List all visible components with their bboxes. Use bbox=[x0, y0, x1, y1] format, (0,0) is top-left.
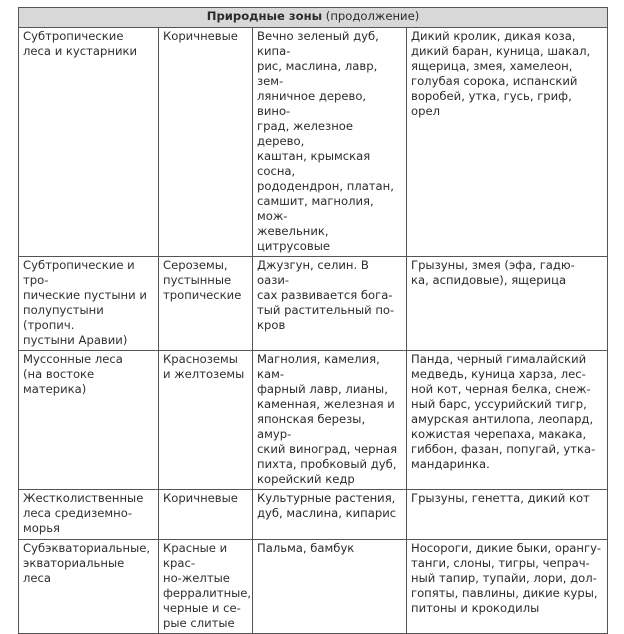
plants-text: Магнолия, камелия, кам- фарный лавр, лианы, каменная, железная и японская березы, амур- ский виноград, черная пихта, пробковый дуб, корейский кедр bbox=[257, 352, 398, 486]
soil-text: Сероземы, пустынные тропические bbox=[163, 258, 242, 302]
plants-cell bbox=[253, 351, 407, 490]
plants-text: Вечно зеленый дуб, кипа- рис, маслина, лавр, зем- ляничное дерево, вино- град, железное дерево, каштан, крымская сосна, рододендрон, платан, самшит, магнолия, мож- жевельник, цитрусовые bbox=[257, 29, 394, 253]
animals-text: Дикий кролик, дикая коза, дикий баран, куница, шакал, ящерица, змея, хамелеон, голубая сорока, испанский воробей, утка, гусь, гриф, орел bbox=[411, 29, 591, 118]
animals-cell bbox=[407, 28, 608, 257]
animals-cell bbox=[407, 351, 608, 490]
soil-cell bbox=[159, 490, 253, 540]
table-row bbox=[19, 351, 608, 490]
table-row bbox=[19, 490, 608, 540]
soil-cell bbox=[159, 28, 253, 257]
soil-cell bbox=[159, 540, 253, 634]
soil-cell bbox=[159, 351, 253, 490]
plants-cell bbox=[253, 490, 407, 540]
table-title-row bbox=[19, 8, 608, 28]
plants-cell bbox=[253, 28, 407, 257]
soil-text: Коричневые bbox=[163, 29, 238, 43]
table-title-main: Природные зоны bbox=[206, 9, 323, 23]
zone-text: Субтропические леса и кустарники bbox=[23, 29, 138, 58]
animals-text: Грызуны, генетта, дикий кот bbox=[411, 491, 590, 505]
table-row bbox=[19, 28, 608, 257]
animals-text: Грызуны, змея (эфа, гадю- ка, аспидовые), ящерица bbox=[411, 258, 575, 287]
zone-cell bbox=[19, 257, 159, 351]
natural-zones-table bbox=[18, 7, 608, 634]
plants-text: Пальма, бамбук bbox=[257, 541, 355, 555]
zone-cell bbox=[19, 28, 159, 257]
animals-text: Носороги, дикие быки, орангу- танги, слоны, тигры, чепрач- ный тапир, тупайи, лори, дол- гопяты, павлины, дикие куры, питоны и крокодилы bbox=[411, 541, 602, 615]
soil-text: Красные и крас- но-желтые ферралитные, черные и се- рые слитые bbox=[163, 541, 252, 630]
plants-cell bbox=[253, 257, 407, 351]
table-row bbox=[19, 257, 608, 351]
animals-cell bbox=[407, 257, 608, 351]
plants-text: Культурные растения, дуб, маслина, кипарис bbox=[257, 491, 397, 520]
table-row bbox=[19, 540, 608, 634]
plants-cell bbox=[253, 540, 407, 634]
zone-text: Жестколиственные леса средиземно- морья bbox=[23, 491, 144, 535]
zone-cell bbox=[19, 351, 159, 490]
zone-cell bbox=[19, 490, 159, 540]
zone-text: Субэкваториальные, экваториальные леса bbox=[23, 541, 151, 585]
soil-cell bbox=[159, 257, 253, 351]
animals-text: Панда, черный гималайский медведь, куница харза, лес- ной кот, черная белка, снеж- ный барс, уссурийский тигр, амурская антилопа, леопард, кожистая черепаха, макака, гиббон, фазан, попугай, утка- мандаринка. bbox=[411, 352, 596, 471]
zone-cell bbox=[19, 540, 159, 634]
soil-text: Красноземы и желтоземы bbox=[163, 352, 245, 381]
animals-cell bbox=[407, 490, 608, 540]
zone-text: Субтропические и тро- пические пустыни и полупустыни (тропич. пустыни Аравии) bbox=[23, 258, 147, 347]
table-title-suffix: (продолжение) bbox=[322, 9, 420, 23]
soil-text: Коричневые bbox=[163, 491, 238, 505]
plants-text: Джузгун, селин. В оази- сах развивается бога- тый растительный по- кров bbox=[257, 258, 395, 332]
table-title bbox=[19, 8, 608, 28]
zone-text: Муссонные леса (на востоке материка) bbox=[23, 352, 123, 396]
animals-cell bbox=[407, 540, 608, 634]
